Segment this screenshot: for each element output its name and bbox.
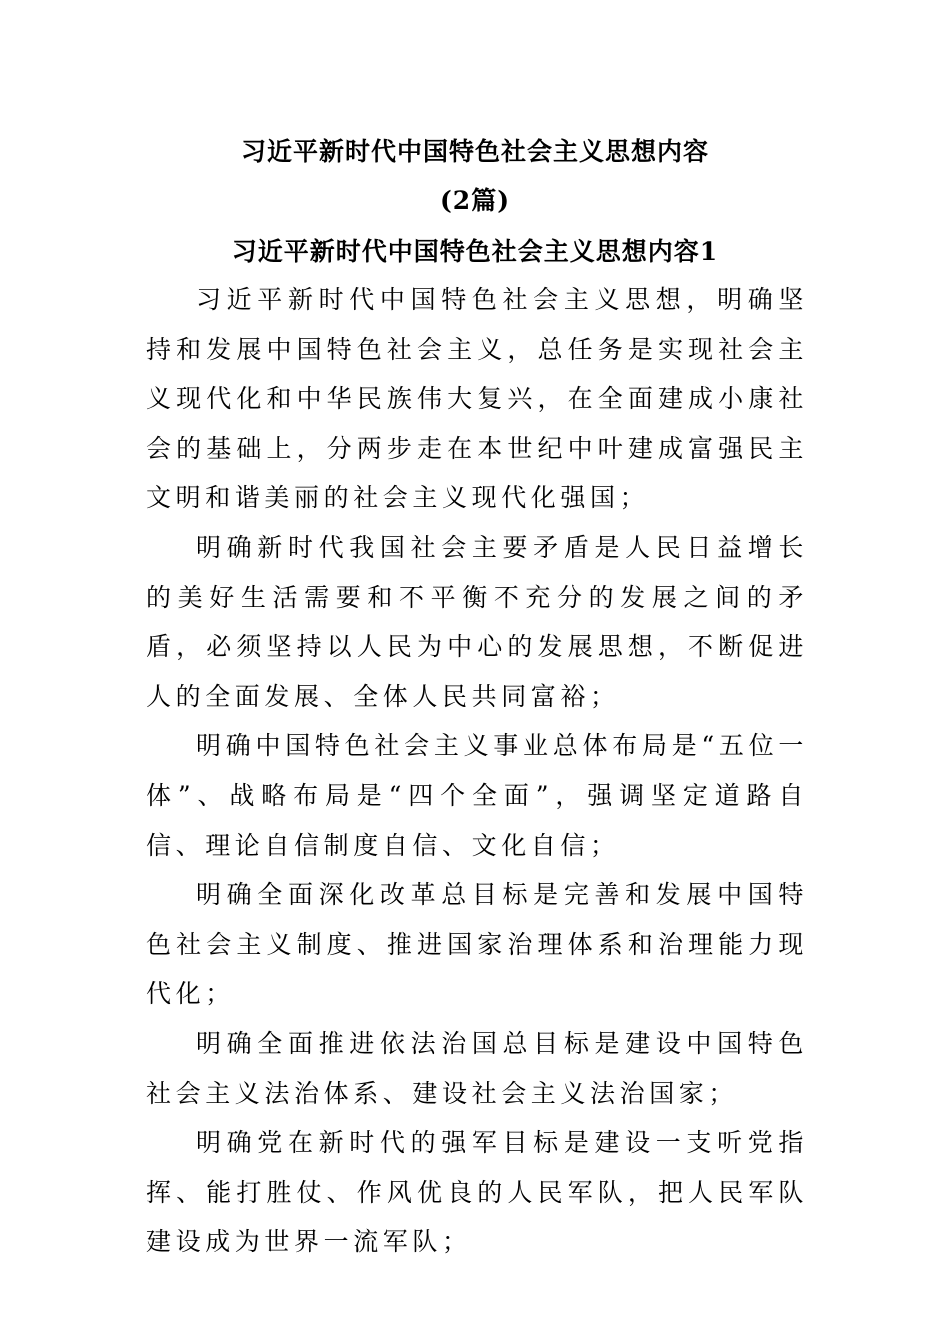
paragraph: 明确新时代我国社会主要矛盾是人民日益增长的美好生活需要和不平衡不充分的发展之间的矛盾，必须坚持以人民为中心的发展思想，不断促进人的全面发展、全体人民共同富裕； xyxy=(146,532,808,711)
paragraph: 明确党在新时代的强军目标是建设一支听党指挥、能打胜仗、作风优良的人民军队，把人民军队建设成为世界一流军队； xyxy=(146,1128,808,1257)
paragraph: 明确中国特色社会主义事业总体布局是“五位一体”、战略布局是“四个全面”，强调坚定道路自信、理论自信制度自信、文化自信； xyxy=(146,731,808,860)
document-title: 习近平新时代中国特色社会主义思想内容 xyxy=(240,137,709,166)
paragraph: 明确全面深化改革总目标是完善和发展中国特色社会主义制度、推进国家治理体系和治理能力现代化； xyxy=(146,880,808,1009)
section-title: 习近平新时代中国特色社会主义思想内容1 xyxy=(231,237,719,266)
paragraph: 习近平新时代中国特色社会主义思想，明确坚持和发展中国特色社会主义，总任务是实现社会主义现代化和中华民族伟大复兴，在全面建成小康社会的基础上，分两步走在本世纪中叶建成富强民主文明和谐美丽的社会主义现代化强国； xyxy=(146,285,808,513)
document-subtitle: (2篇) xyxy=(439,186,511,215)
paragraph: 明确全面推进依法治国总目标是建设中国特色社会主义法治体系、建设社会主义法治国家； xyxy=(146,1028,808,1108)
document-body xyxy=(146,275,808,1267)
